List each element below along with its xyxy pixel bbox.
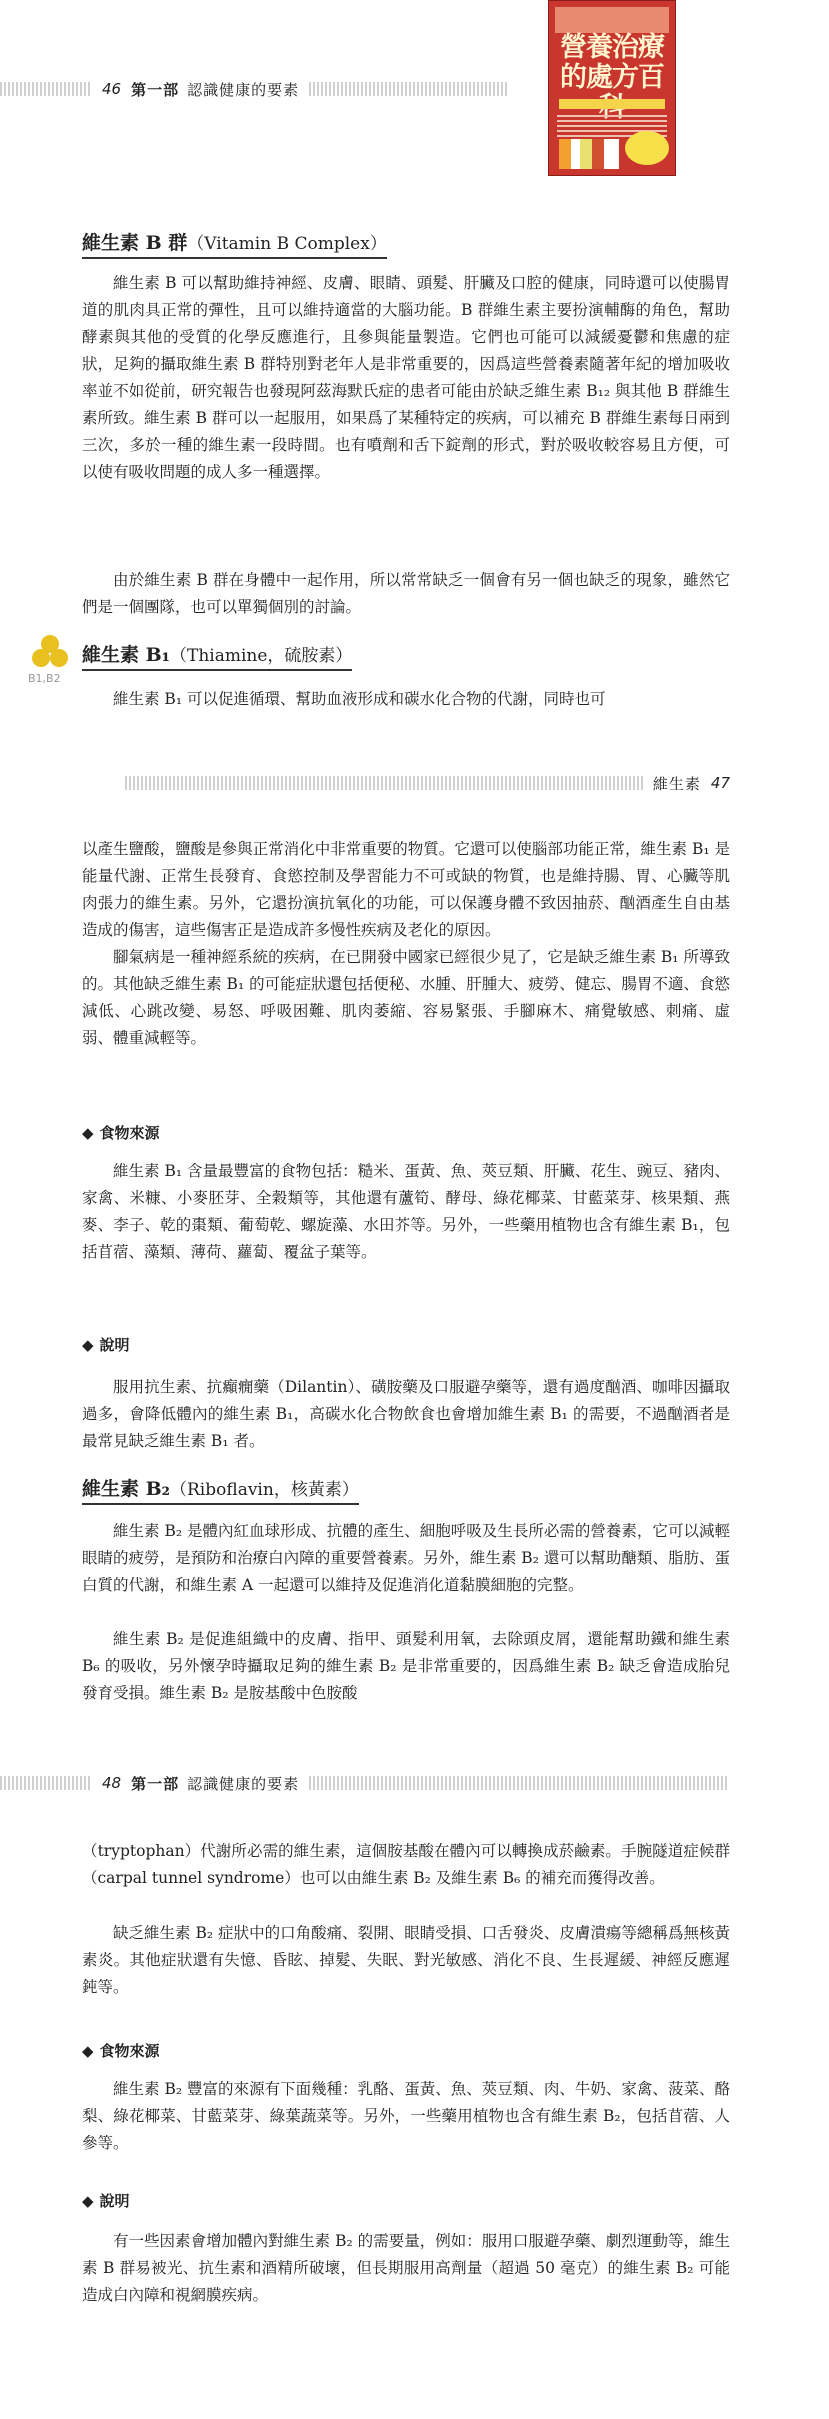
book-cover-bottles: [559, 139, 619, 169]
diamond-icon: ◆: [82, 2192, 94, 2210]
header-noise: [0, 1776, 92, 1790]
paragraph: 維生素 B 可以幫助維持神經、皮膚、眼睛、頭髮、肝臟及口腔的健康，同時還可以使腸胃道的肌肉具正常的彈性，且可以維持適當的大腦功能。B 群維生素主要扮演輔酶的角色，幫助酵素與其他的受質的化學反應進行，且參與能量製造。它們也可能可以減緩憂鬱和焦慮的症狀，足夠的攝取維生素 B 群特別對老年人是非常重要的，因爲這些營養素隨著年紀的增加吸收率並不如從前，研究報告也發現阿茲海默氏症的患者可能由於缺乏維生素 B₁₂ 與其他 B 群維生素所致。維生素 B 群可以一起服用，如果爲了某種特定的疾病，可以補充 B 群維生素每日兩到三次，多於一種的維生素一段時間。也有噴劑和舌下錠劑的形式，對於吸收較容易且方便，可以使有吸收問題的成人多一種選擇。: [82, 274, 730, 481]
book-cover-title: 營養治療的處方百: [560, 32, 664, 93]
paragraph: 維生素 B₂ 豐富的來源有下面幾種：乳酪、蛋黃、魚、莢豆類、肉、牛奶、家禽、菠菜、酪梨、綠花椰菜、甘藍菜芽、綠葉蔬菜等。另外，一些藥用植物也含有維生素 B₂，包括苜蓿、人參等。: [82, 2080, 730, 2152]
page-header-46: [0, 76, 509, 102]
book-cover-top: [555, 7, 669, 33]
logo-label: B1,B2: [28, 672, 61, 685]
part-title: 認識健康的要素: [187, 80, 300, 99]
part-title: 認識健康的要素: [187, 1774, 300, 1793]
paragraph: 維生素 B₁ 可以促進循環、幫助血液形成和碳水化合物的代謝，同時也可: [113, 690, 606, 708]
paragraph: 服用抗生素、抗癲癇藥（Dilantin）、磺胺藥及口服避孕藥等，還有過度酗酒、咖啡因攝取過多，會降低體內的維生素 B₁，高碳水化合物飲食也會增加維生素 B₁ 的需要，不過酗酒者是最常見缺乏維生素 B₁ 者。: [82, 1378, 730, 1450]
section-title-b2: 維生素 B₂（Riboflavin，核黃素）: [82, 1474, 359, 1505]
page-number: 46: [102, 80, 122, 98]
paragraph: 腳氣病是一種神經系統的疾病，在已開發中國家已經很少見了，它是缺乏維生素 B₁ 所導致的。其他缺乏維生素 B₁ 的可能症狀還包括便秘、水腫、肝腫大、疲勞、健忘、腸胃不適、食慾減低、心跳改變、易怒、呼吸困難、肌肉萎縮、容易緊張、手腳麻木、痛覺敏感、刺痛、虛弱、體重減輕等。: [82, 948, 730, 1047]
diamond-icon: ◆: [82, 2042, 94, 2060]
page-number: 48: [102, 1774, 122, 1792]
section-title-b-complex: 維生素 B 群（Vitamin B Complex）: [82, 228, 387, 259]
page-header-48: [0, 1770, 729, 1796]
paragraph: 由於維生素 B 群在身體中一起作用，所以常常缺乏一個會有另一個也缺乏的現象，雖然它們是一個團隊，也可以單獨個別的討論。: [82, 571, 730, 616]
subheading-note: ◆ 說明: [82, 2192, 130, 2210]
subheading-note: ◆ 說明: [82, 1336, 130, 1354]
paragraph: 缺乏維生素 B₂ 症狀中的口角酸痛、裂開、眼睛受損、口舌發炎、皮膚潰瘍等總稱爲無核黃素炎。其他症狀還有失憶、昏眩、掉髮、失眠、對光敏感、消化不良、生長遲緩、神經反應遲鈍等。: [82, 1924, 730, 1996]
header-noise: [309, 1776, 729, 1790]
chapter-title: 維生素: [652, 774, 701, 793]
paragraph: 維生素 B₁ 含量最豐富的食物包括：糙米、蛋黃、魚、莢豆類、肝臟、花生、豌豆、豬肉、家禽、米糠、小麥胚芽、全穀類等，其他還有蘆筍、酵母、綠花椰菜、甘藍菜芽、核果類、燕麥、李子、乾的棗類、葡萄乾、螺旋藻、水田芥等。另外，一些藥用植物也含有維生素 B₁，包括苜蓿、藻類、薄荷、蘿蔔、覆盆子葉等。: [82, 1162, 730, 1261]
diamond-icon: ◆: [82, 1336, 94, 1354]
subheading-food-source: ◆ 食物來源: [82, 2042, 160, 2060]
part-label: 第一部: [131, 80, 180, 99]
section-title-b1: 維生素 B₁（Thiamine，硫胺素）: [82, 640, 352, 671]
paragraph: 維生素 B₂ 是促進組織中的皮膚、指甲、頭髮利用氧，去除頭皮屑，還能幫助鐵和維生素 B₆ 的吸收，另外懷孕時攝取足夠的維生素 B₂ 是非常重要的，因爲維生素 B₂ 缺乏會造成胎兒發育受損。維生素 B₂ 是胺基酸中色胺酸: [82, 1630, 730, 1702]
page-header-47: [0, 770, 730, 796]
diamond-icon: ◆: [82, 1124, 94, 1142]
paragraph: （tryptophan）代謝所必需的維生素，這個胺基酸在體內可以轉換成菸鹼素。手腕隧道症候群（carpal tunnel syndrome）也可以由維生素 B₂ 及維生素 B₆ 的補充而獲得改善。: [82, 1842, 730, 1887]
header-noise: [309, 82, 509, 96]
book-cover-image: [548, 0, 676, 176]
book-cover-band: [559, 99, 665, 109]
book-cover-badge: [625, 131, 669, 165]
subheading-food-source: ◆ 食物來源: [82, 1124, 160, 1142]
paragraph: 以產生鹽酸，鹽酸是參與正常消化中非常重要的物質。它還可以使腦部功能正常，維生素 B₁ 是能量代謝、正常生長發育、食慾控制及學習能力不可或缺的物質，也是維持腸、胃、心臟等肌肉張力的維生素。另外，它還扮演抗氧化的功能，可以保護身體不致因抽菸、酗酒產生自由基造成的傷害，這些傷害正是造成許多慢性疾病及老化的原因。: [82, 840, 730, 939]
page-number: 47: [710, 774, 730, 792]
paragraph: 有一些因素會增加體內對維生素 B₂ 的需要量，例如：服用口服避孕藥、劇烈運動等，維生素 B 群易被光、抗生素和酒精所破壞，但長期服用高劑量（超過 50 毫克）的維生素 B₂ 可能造成白內障和視網膜疾病。: [82, 2232, 730, 2304]
header-noise: [0, 82, 92, 96]
part-label: 第一部: [131, 1774, 180, 1793]
header-noise: [125, 776, 645, 790]
paragraph: 維生素 B₂ 是體內紅血球形成、抗體的產生、細胞呼吸及生長所必需的營養素，它可以減輕眼睛的疲勞，是預防和治療白內障的重要營養素。另外，維生素 B₂ 還可以幫助醣類、脂肪、蛋白質的代謝，和維生素 A 一起還可以維持及促進消化道黏膜細胞的完整。: [82, 1522, 730, 1594]
